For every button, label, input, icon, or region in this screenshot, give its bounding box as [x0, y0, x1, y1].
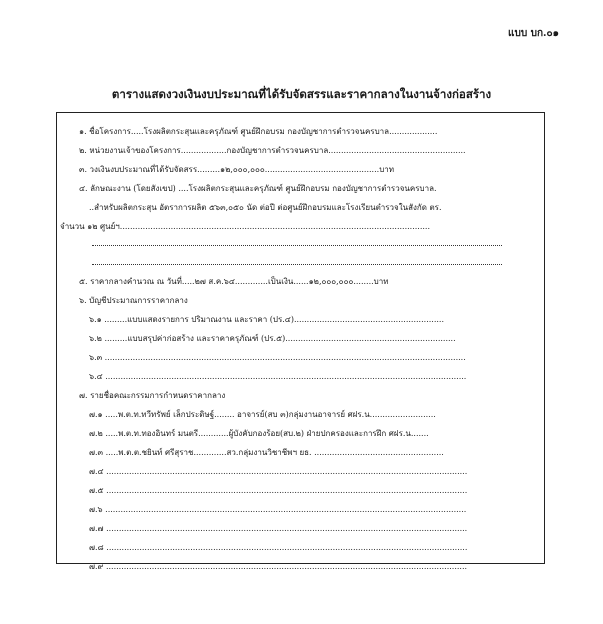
item-6-1: ๖.๑ .........แบบแสดงรายการ ปริมาณงาน และราคา (ปร.๔)...........................................................	[89, 315, 444, 324]
item-2-owner-unit: ๒. หน่วยงานเจ้าของโครงการ..................กองบัญชาการตำรวจนครบาล......................................................	[79, 146, 466, 155]
item-7-9: ๗.๙ ..............................................................................................................................................	[89, 562, 468, 571]
item-4-description-line-3: จำนวน ๑๒ ศูนย์ฯ..........................................................................................................................	[60, 222, 431, 231]
item-7-2: ๗.๒ .....พ.ต.ท.ทองอินทร์ มนตรี............ผู้บังคับกองร้อย(สบ.๒) ฝ่ายปกครองและการฝึก ศฝร.น.......	[89, 429, 429, 438]
item-4-description-line-2: ..สำหรับผลิตกระสุน อัตราการผลิต ๕๖๓,๐๕๐ นัด ต่อปี ต่อศูนย์ฝึกอบรมและโรงเรียนตำรวจในสังกัด ตร.	[89, 203, 442, 212]
form-code: แบบ บก.๐๑	[508, 28, 559, 39]
blank-dotted-line	[92, 264, 502, 265]
item-6-estimate-list: ๖. บัญชีประมาณการราคากลาง	[79, 296, 188, 305]
item-7-7: ๗.๗ ..............................................................................................................................................	[89, 524, 468, 533]
page-title: ตารางแสดงวงเงินงบประมาณที่ได้รับจัดสรรและราคากลางในงานจ้างก่อสร้าง	[111, 87, 492, 101]
item-1-project-name: ๑. ชื่อโครงการ.....โรงผลิตกระสุนและครุภัณฑ์ ศูนย์ฝึกอบรม กองบัญชาการตำรวจนครบาล...................	[79, 127, 438, 136]
item-7-committee: ๗. รายชื่อคณะกรรมการกำหนดราคากลาง	[79, 391, 226, 400]
item-7-8: ๗.๘ ..............................................................................................................................................	[89, 543, 468, 552]
item-7-1: ๗.๑ .....พ.ต.ท.ทวีทรัพย์ เล็กประดิษฐ์........ อาจารย์(สบ ๓)กลุ่มงานอาจารย์ ศฝร.น..........................	[89, 410, 436, 419]
item-7-3: ๗.๓ .....พ.ต.ต.ชยินท์ ศรีสุราช.............สว.กลุ่มงานวิชาชีพฯ ยธ. ...................................................	[89, 448, 444, 457]
blank-dotted-line	[92, 245, 502, 246]
item-7-6: ๗.๖ ..............................................................................................................................................	[89, 505, 467, 514]
form-box	[56, 112, 545, 571]
item-7-5: ๗.๕ ..............................................................................................................................................	[89, 486, 468, 495]
item-4-work-description: ๔. ลักษณะงาน (โดยสังเขป) ....โรงผลิตกระสุนและครุภัณฑ์ ศูนย์ฝึกอบรม กองบัญชาการตำรวจนครบาล.	[79, 184, 437, 193]
item-7-4: ๗.๔ ..............................................................................................................................................	[89, 467, 468, 476]
item-3-budget: ๓. วงเงินงบประมาณที่ได้รับจัดสรร.........๑๒,๐๐๐,๐๐๐.............................................บาท	[79, 165, 395, 174]
item-5-median-price: ๕. ราคากลางคำนวณ ณ วันที่.....๒๗ ส.ค.๖๔.............เป็นเงิน......๑๒,๐๐๐,๐๐๐........บาท	[79, 277, 389, 286]
item-6-4: ๖.๔ ..............................................................................................................................................	[89, 372, 467, 381]
item-6-2: ๖.๒ .........แบบสรุปค่าก่อสร้าง และราคาครุภัณฑ์ (ปร.๕)...................................................................	[89, 334, 456, 343]
item-6-3: ๖.๓ ..............................................................................................................................................	[89, 353, 466, 362]
